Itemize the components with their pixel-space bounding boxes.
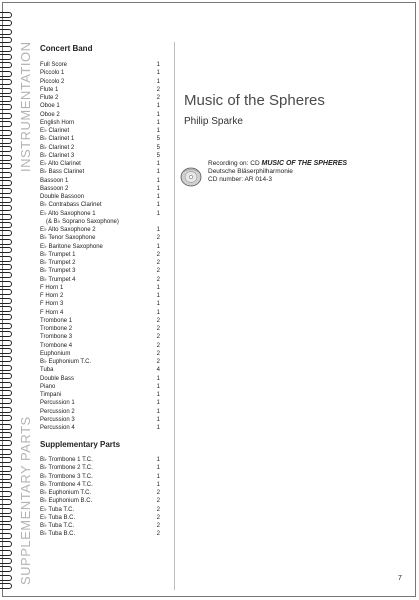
binding-coil bbox=[0, 524, 12, 530]
list-item bbox=[40, 102, 160, 110]
instrument-name: B♭ Tenor Saxophone bbox=[40, 235, 96, 242]
binding-coil bbox=[0, 457, 12, 463]
binding-coil bbox=[0, 121, 12, 127]
list-item bbox=[40, 177, 160, 185]
binding-coil bbox=[0, 29, 12, 35]
column-divider bbox=[174, 42, 175, 590]
list-item bbox=[40, 243, 160, 251]
instrument-name: Piccolo 2 bbox=[40, 78, 65, 85]
part-count: 1 bbox=[156, 185, 160, 192]
part-count: 1 bbox=[156, 473, 160, 480]
binding-coil bbox=[0, 37, 12, 43]
part-count: 1 bbox=[156, 284, 160, 291]
part-count: 2 bbox=[156, 260, 160, 266]
list-item bbox=[40, 489, 160, 497]
supplementary-heading: Supplementary Parts bbox=[40, 440, 121, 449]
list-item bbox=[40, 160, 160, 168]
list-item bbox=[40, 127, 160, 135]
part-count: 1 bbox=[156, 161, 160, 167]
list-item bbox=[40, 201, 160, 209]
binding-coil bbox=[0, 264, 12, 270]
binding-coil bbox=[0, 474, 12, 480]
binding-coil bbox=[0, 382, 12, 388]
list-item bbox=[40, 424, 160, 432]
binding-coil bbox=[0, 432, 12, 438]
instrument-name: Oboe 2 bbox=[40, 111, 60, 118]
instrument-name: B♭ Tuba B.C. bbox=[40, 531, 76, 538]
list-item bbox=[40, 193, 160, 201]
binding-coil bbox=[0, 130, 12, 136]
instrument-name: Piano bbox=[40, 383, 56, 390]
list-item bbox=[40, 300, 160, 308]
list-item bbox=[40, 530, 160, 538]
part-count: 2 bbox=[156, 86, 160, 93]
list-item bbox=[40, 152, 160, 160]
list-item bbox=[40, 119, 160, 127]
cd-number: CD number: AR 014-3 bbox=[208, 176, 272, 183]
list-item bbox=[40, 135, 160, 143]
list-item bbox=[40, 185, 160, 193]
binding-coil bbox=[0, 247, 12, 253]
list-item bbox=[40, 111, 160, 119]
binding-coil bbox=[0, 12, 12, 18]
instrument-name: B♭ Clarinet 3 bbox=[40, 152, 75, 159]
part-count: 1 bbox=[156, 70, 160, 77]
part-count: 2 bbox=[156, 326, 160, 332]
list-item bbox=[40, 333, 160, 341]
binding-coil bbox=[0, 239, 12, 245]
binding-coil bbox=[0, 407, 12, 413]
binding-coil bbox=[0, 449, 12, 455]
list-item bbox=[40, 366, 160, 374]
part-count: 2 bbox=[156, 268, 160, 275]
instrument-name: Tuba bbox=[40, 367, 54, 374]
compact-disc-icon bbox=[180, 165, 202, 187]
binding-coil bbox=[0, 499, 12, 505]
instrument-name: Trombone 1 bbox=[40, 317, 73, 324]
binding-coil bbox=[0, 172, 12, 178]
part-count: 1 bbox=[156, 111, 160, 118]
binding-coil bbox=[0, 558, 12, 564]
list-item bbox=[40, 94, 160, 102]
part-count: 1 bbox=[156, 210, 160, 217]
binding-coil bbox=[0, 356, 12, 362]
instrument-name: Bassoon 1 bbox=[40, 177, 69, 184]
binding-coil bbox=[0, 575, 12, 581]
list-item bbox=[40, 251, 160, 259]
binding-coil bbox=[0, 550, 12, 556]
binding-coil bbox=[0, 398, 12, 404]
binding-coil bbox=[0, 96, 12, 102]
part-count: 2 bbox=[156, 514, 160, 521]
instrument-name: Bassoon 2 bbox=[40, 185, 69, 192]
list-item bbox=[40, 391, 160, 399]
part-count: 2 bbox=[156, 334, 160, 341]
binding-coil bbox=[0, 79, 12, 85]
instrument-name: B♭ Clarinet 2 bbox=[40, 144, 75, 151]
part-count: 1 bbox=[156, 103, 160, 110]
instrument-name: Percussion 1 bbox=[40, 400, 75, 407]
binding-coil bbox=[0, 373, 12, 379]
binding-coil bbox=[0, 340, 12, 346]
part-count: 1 bbox=[156, 128, 160, 134]
list-item bbox=[40, 375, 160, 383]
binding-coil bbox=[0, 222, 12, 228]
instrument-name: Flute 2 bbox=[40, 95, 59, 101]
binding-coil bbox=[0, 272, 12, 278]
list-item bbox=[40, 514, 160, 522]
list-item bbox=[40, 317, 160, 325]
instrument-name: Oboe 1 bbox=[40, 103, 60, 110]
binding-coil bbox=[0, 466, 12, 472]
part-count: 2 bbox=[156, 506, 160, 513]
recording-info bbox=[208, 160, 347, 184]
part-count: 1 bbox=[156, 293, 160, 299]
instrument-name: Trombone 4 bbox=[40, 342, 73, 349]
part-count: 2 bbox=[156, 317, 160, 324]
binding-coil bbox=[0, 113, 12, 119]
binding-coil bbox=[0, 306, 12, 312]
instrument-name: F Horn 1 bbox=[40, 284, 64, 291]
instrument-name: Full Score bbox=[40, 62, 68, 68]
list-item bbox=[40, 522, 160, 530]
list-item bbox=[40, 464, 160, 472]
instrument-name: B♭ Trumpet 1 bbox=[40, 251, 76, 258]
list-item bbox=[40, 473, 160, 481]
instrument-name: E♭ Baritone Saxophone bbox=[40, 243, 103, 250]
instrument-name: B♭ Trumpet 2 bbox=[40, 260, 76, 266]
supplementary-list bbox=[40, 456, 160, 539]
list-item bbox=[40, 399, 160, 407]
instrument-name: B♭ Trombone 1 T.C. bbox=[40, 457, 93, 463]
list-item bbox=[40, 350, 160, 358]
instrument-name: B♭ Clarinet 1 bbox=[40, 136, 75, 143]
concert-band-list bbox=[40, 61, 160, 432]
instrument-name: B♭ Bass Clarinet bbox=[40, 169, 85, 176]
instrument-name: B♭ Euphonium T.C. bbox=[40, 359, 92, 365]
part-count: 1 bbox=[156, 375, 160, 382]
instrument-name: Piccolo 1 bbox=[40, 70, 65, 77]
part-count: 1 bbox=[156, 425, 160, 431]
list-item bbox=[40, 481, 160, 489]
list-item bbox=[40, 408, 160, 416]
part-count: 1 bbox=[156, 227, 160, 233]
binding-coil bbox=[0, 163, 12, 169]
binding-coil bbox=[0, 314, 12, 320]
instrument-name: F Horn 3 bbox=[40, 301, 64, 308]
list-item bbox=[40, 383, 160, 391]
part-count: 5 bbox=[156, 144, 160, 151]
binding-coil bbox=[0, 583, 12, 589]
part-count: 1 bbox=[156, 309, 160, 316]
instrument-name: E♭ Tuba T.C. bbox=[40, 506, 75, 513]
binding-coil bbox=[0, 88, 12, 94]
part-count: 5 bbox=[156, 152, 160, 159]
instrument-name: Percussion 3 bbox=[40, 416, 75, 423]
binding-coil bbox=[0, 197, 12, 203]
list-item bbox=[40, 218, 160, 226]
part-count: 5 bbox=[156, 136, 160, 143]
binding-coil bbox=[0, 54, 12, 60]
instrument-name: English Horn bbox=[40, 119, 75, 126]
binding-coil bbox=[0, 62, 12, 68]
binding-coil bbox=[0, 155, 12, 161]
list-item bbox=[40, 69, 160, 77]
list-item bbox=[40, 61, 160, 69]
instrument-name: B♭ Contrabass Clarinet bbox=[40, 202, 102, 209]
list-item bbox=[40, 267, 160, 275]
list-item bbox=[40, 259, 160, 267]
instrument-name: Trombone 2 bbox=[40, 326, 73, 332]
part-count: 2 bbox=[156, 490, 160, 496]
instrument-name: Trombone 3 bbox=[40, 334, 73, 341]
instrument-name: Euphonium bbox=[40, 350, 71, 357]
binding-coil bbox=[0, 508, 12, 514]
part-count: 1 bbox=[156, 416, 160, 423]
instrument-name: F Horn 4 bbox=[40, 309, 64, 316]
part-count: 2 bbox=[156, 531, 160, 538]
list-item bbox=[40, 506, 160, 514]
part-count: 1 bbox=[156, 177, 160, 184]
instrument-name: B♭ Trumpet 3 bbox=[40, 268, 76, 275]
binding-coil bbox=[0, 256, 12, 262]
binding-coil bbox=[0, 230, 12, 236]
binding-coil bbox=[0, 390, 12, 396]
instrument-name: E♭ Alto Saxophone 1 bbox=[40, 210, 96, 217]
instrument-name: Percussion 2 bbox=[40, 408, 75, 415]
binding-coil bbox=[0, 138, 12, 144]
part-count: 1 bbox=[156, 408, 160, 415]
binding-coil bbox=[0, 46, 12, 52]
part-count: 2 bbox=[156, 235, 160, 242]
list-item bbox=[40, 276, 160, 284]
binding-coil bbox=[0, 440, 12, 446]
part-count: 1 bbox=[156, 400, 160, 407]
page-number: 7 bbox=[398, 575, 402, 582]
instrument-name: B♭ Tuba T.C. bbox=[40, 523, 75, 529]
list-item bbox=[40, 144, 160, 152]
binding-coil bbox=[0, 205, 12, 211]
part-count: 2 bbox=[156, 276, 160, 283]
binding-coil bbox=[0, 566, 12, 572]
part-count: 1 bbox=[156, 119, 160, 126]
instrument-name: B♭ Euphonium B.C. bbox=[40, 498, 93, 505]
part-count: 1 bbox=[156, 383, 160, 390]
list-item bbox=[40, 309, 160, 317]
list-item bbox=[40, 325, 160, 333]
binding-coil bbox=[0, 298, 12, 304]
list-item bbox=[40, 456, 160, 464]
part-count: 1 bbox=[156, 202, 160, 209]
instrument-name: E♭ Alto Saxophone 2 bbox=[40, 227, 96, 233]
binding-coil bbox=[0, 188, 12, 194]
instrument-name: Double Bass bbox=[40, 375, 75, 382]
part-count: 1 bbox=[156, 465, 160, 472]
binding-coil bbox=[0, 533, 12, 539]
instrument-name: Flute 1 bbox=[40, 86, 59, 93]
binding-coil bbox=[0, 146, 12, 152]
list-item bbox=[40, 292, 160, 300]
side-label-instrumentation: INSTRUMENTATION bbox=[18, 41, 33, 172]
part-count: 2 bbox=[156, 342, 160, 349]
ensemble-name: Deutsche Bläserphilharmonie bbox=[208, 168, 293, 175]
instrument-name: B♭ Trumpet 4 bbox=[40, 276, 76, 283]
list-item bbox=[40, 168, 160, 176]
binding-coil bbox=[0, 281, 12, 287]
list-item bbox=[40, 86, 160, 94]
list-item bbox=[40, 358, 160, 366]
binding-coil bbox=[0, 541, 12, 547]
instrument-name: Timpani bbox=[40, 392, 62, 398]
part-count: 2 bbox=[156, 350, 160, 357]
side-label-supplementary: SUPPLEMENTARY PARTS bbox=[18, 416, 33, 585]
binding-coil bbox=[0, 331, 12, 337]
instrument-name: B♭ Trombone 3 T.C. bbox=[40, 473, 93, 480]
binding-coil bbox=[0, 415, 12, 421]
part-count: 1 bbox=[156, 194, 160, 200]
spiral-binding bbox=[0, 12, 14, 594]
concert-band-heading: Concert Band bbox=[40, 44, 93, 53]
part-count: 2 bbox=[156, 523, 160, 529]
list-item bbox=[40, 284, 160, 292]
recording-line bbox=[208, 160, 347, 168]
list-item bbox=[40, 234, 160, 242]
list-item bbox=[40, 416, 160, 424]
binding-coil bbox=[0, 482, 12, 488]
binding-coil bbox=[0, 289, 12, 295]
binding-coil bbox=[0, 365, 12, 371]
binding-coil bbox=[0, 214, 12, 220]
recording-prefix: Recording on: CD bbox=[208, 160, 262, 167]
part-count: 1 bbox=[156, 62, 160, 68]
binding-coil bbox=[0, 104, 12, 110]
piece-title: Music of the Spheres bbox=[184, 92, 325, 109]
binding-coil bbox=[0, 323, 12, 329]
instrument-name: (& B♭ Soprano Saxophone) bbox=[46, 218, 119, 225]
part-count: 1 bbox=[156, 301, 160, 308]
binding-coil bbox=[0, 348, 12, 354]
part-count: 2 bbox=[156, 251, 160, 258]
part-count: 2 bbox=[156, 359, 160, 365]
part-count: 1 bbox=[156, 243, 160, 250]
part-count: 1 bbox=[156, 169, 160, 176]
instrument-name: E♭ Tuba B.C. bbox=[40, 514, 76, 521]
part-count: 1 bbox=[156, 457, 160, 463]
binding-coil bbox=[0, 20, 12, 26]
list-item bbox=[40, 226, 160, 234]
instrument-name: E♭ Alto Clarinet bbox=[40, 161, 81, 167]
instrument-name: B♭ Trombone 2 T.C. bbox=[40, 465, 93, 472]
part-count: 1 bbox=[156, 481, 160, 488]
instrument-name: Percussion 4 bbox=[40, 425, 75, 431]
part-count: 2 bbox=[156, 95, 160, 101]
binding-coil bbox=[0, 516, 12, 522]
composer-name: Philip Sparke bbox=[184, 116, 243, 127]
part-count: 1 bbox=[156, 392, 160, 398]
binding-coil bbox=[0, 491, 12, 497]
instrument-name: B♭ Trombone 4 T.C. bbox=[40, 481, 93, 488]
cd-title: MUSIC OF THE SPHERES bbox=[261, 160, 348, 167]
instrument-name: E♭ Clarinet bbox=[40, 128, 70, 134]
instrument-name: Double Bassoon bbox=[40, 194, 85, 200]
binding-coil bbox=[0, 180, 12, 186]
instrument-name: F Horn 2 bbox=[40, 293, 64, 299]
part-count: 2 bbox=[156, 498, 160, 505]
binding-coil bbox=[0, 424, 12, 430]
part-count: 1 bbox=[156, 78, 160, 85]
list-item bbox=[40, 78, 160, 86]
binding-coil bbox=[0, 71, 12, 77]
part-count: 4 bbox=[156, 367, 160, 374]
list-item bbox=[40, 497, 160, 505]
list-item bbox=[40, 210, 160, 218]
list-item bbox=[40, 342, 160, 350]
instrument-name: B♭ Euphonium T.C. bbox=[40, 490, 92, 496]
